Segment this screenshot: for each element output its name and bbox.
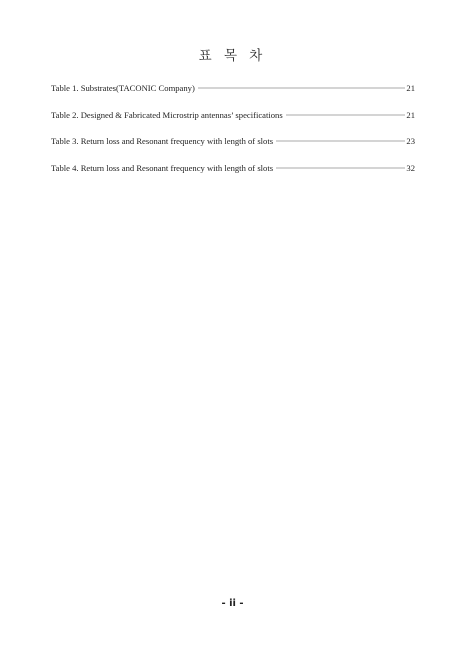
toc-entry-page: 23 [406, 136, 415, 146]
dot-leader [286, 114, 406, 116]
toc-entry-table-2[interactable] [51, 110, 415, 121]
toc-entry-table-4[interactable] [51, 163, 415, 174]
toc-entry-label: Table 3. Return loss and Resonant frequency with length of slots [51, 136, 274, 146]
toc-entry-page: 21 [406, 83, 415, 93]
toc-entry-page: 32 [406, 162, 415, 173]
toc-entry-page: 21 [406, 109, 415, 120]
dot-leader [276, 140, 405, 142]
toc-entry-table-1[interactable] [51, 83, 415, 94]
toc-entry-label: Table 1. Substrates(TACONIC Company) [51, 83, 195, 93]
toc-entry-label: Table 2. Designed & Fabricated Microstrip antennas’ specifications [51, 109, 283, 120]
toc-list [51, 83, 415, 189]
dot-leader [276, 167, 405, 169]
page-number: - ii - [221, 598, 244, 609]
toc-entry-label: Table 4. Return loss and Resonant frequency with length of slots [51, 162, 274, 173]
dot-leader [198, 87, 406, 89]
toc-entry-table-3[interactable] [51, 136, 415, 147]
toc-title: 표 목 차 [198, 48, 267, 64]
